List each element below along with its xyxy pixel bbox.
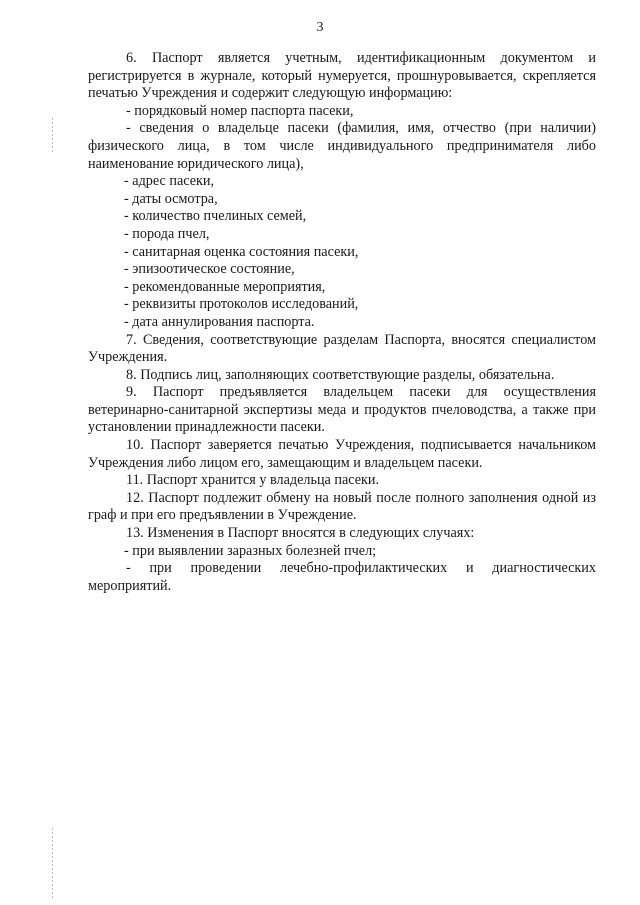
list-item: - реквизиты протоколов исследований, — [124, 296, 359, 313]
list-item: - адрес пасеки, — [124, 173, 215, 190]
scan-mark-bottom — [52, 828, 53, 898]
paragraph: 12. Паспорт подлежит обмену на новый после полного заполнения одной из граф и при его предъявлении в Учреждение. — [88, 489, 596, 524]
list-item: - дата аннулирования паспорта. — [124, 313, 315, 330]
list-item: - даты осмотра, — [124, 190, 218, 207]
paragraph: 7. Сведения, соответствующие разделам Паспорта, вносятся специалистом Учреждения. — [88, 331, 596, 366]
list-item: - при выявлении заразных болезней пчел; — [124, 542, 377, 559]
paragraph: 13. Изменения в Паспорт вносятся в следующих случаях: — [126, 525, 475, 542]
paragraph: 6. Паспорт является учетным, идентификационным документом и регистрируется в журнале, который нумеруется, прошнуровывается, скрепляется печатью Учреждения и содержит следующую информацию: — [88, 50, 596, 102]
list-item: - количество пчелиных семей, — [124, 208, 307, 225]
scan-mark-top — [52, 118, 53, 152]
list-item: - эпизоотическое состояние, — [124, 261, 295, 278]
paragraph: 8. Подпись лиц, заполняющих соответствующие разделы, обязательна. — [126, 366, 555, 383]
list-item: - санитарная оценка состояния пасеки, — [124, 243, 359, 260]
paragraph: 11. Паспорт хранится у владельца пасеки. — [126, 472, 380, 489]
page-number: 3 — [316, 20, 324, 35]
document-body — [88, 50, 596, 595]
list-item: - при проведении лечебно-профилактических и диагностических мероприятий. — [88, 560, 596, 594]
list-item: - сведения о владельце пасеки (фамилия, имя, отчество (при наличии) физического лица, в том числе индивидуального предпринимателя либо наименование юридического лица), — [88, 120, 596, 172]
paragraph: 9. Паспорт предъявляется владельцем пасеки для осуществления ветеринарно-санитарной экспертизы меда и продуктов пчеловодства, а также при установлении принадлежности пасеки. — [88, 384, 596, 436]
list-item: - рекомендованные мероприятия, — [124, 278, 326, 295]
paragraph: 10. Паспорт заверяется печатью Учреждения, подписывается начальником Учреждения либо лицом его, замещающим и владельцем пасеки. — [88, 437, 596, 471]
list-item: - порядковый номер паспорта пасеки, — [126, 102, 354, 119]
list-item: - порода пчел, — [124, 225, 210, 242]
